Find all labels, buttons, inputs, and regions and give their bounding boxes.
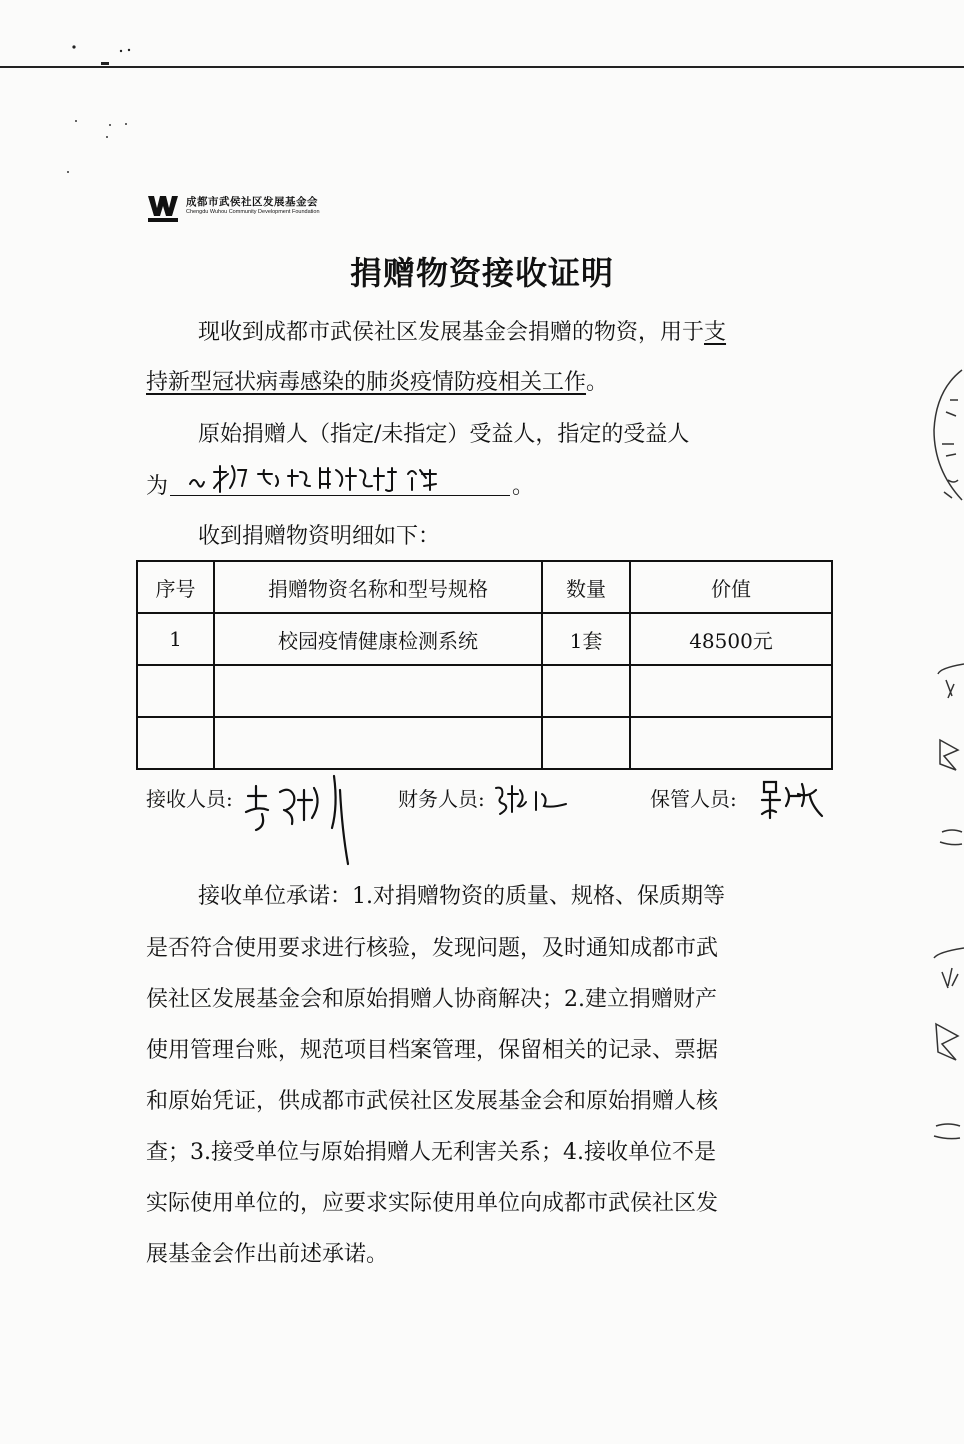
cell-index [137, 717, 214, 769]
header-quantity: 数量 [542, 561, 630, 613]
commitment-line-6: 查；3.接受单位与原始捐赠人无利害关系；4.接收单位不是 [146, 1140, 716, 1165]
table-header-row [137, 561, 832, 613]
cell-item-name: 校园疫情健康检测系统 [214, 613, 542, 665]
purpose-underlined: 持新型冠状病毒感染的肺炎疫情防疫相关工作 [146, 370, 587, 395]
table-row [137, 613, 832, 665]
org-name-cn: 成都市武侯社区发展基金会 [186, 196, 318, 208]
cell-item-name [214, 717, 542, 769]
seal-fragment-top [912, 360, 964, 530]
commitment-line-7: 实际使用单位的，应要求实际使用单位向成都市武侯社区发 [146, 1191, 719, 1216]
body-line-1 [198, 318, 726, 348]
purpose-underlined-start: 支 [704, 320, 727, 345]
cell-quantity: 1套 [542, 613, 630, 665]
seal-fragment-middle [912, 660, 964, 860]
cell-index [137, 665, 214, 717]
body-line-1-text: 现收到成都市武侯社区发展基金会捐赠的物资，用于 [198, 320, 705, 345]
header-item-name: 捐赠物资名称和型号规格 [214, 561, 542, 613]
cell-value [630, 665, 832, 717]
finance-signature [492, 780, 572, 820]
header-index: 序号 [137, 561, 214, 613]
body-line-4-prefix: 为 [146, 474, 169, 499]
cell-index: 1 [137, 613, 214, 665]
table-row [137, 665, 832, 717]
document-title: 捐赠物资接收证明 [349, 254, 614, 292]
donation-items-table [136, 560, 833, 770]
receiver-label: 接收人员: [146, 787, 233, 811]
body-line-4-end: 。 [512, 474, 535, 499]
body-line-5: 收到捐赠物资明细如下： [198, 524, 441, 549]
body-line-3: 原始捐赠人（指定/未指定）受益人，指定的受益人 [198, 422, 690, 447]
foundation-logo [146, 190, 376, 226]
foundation-logo-icon [146, 190, 180, 224]
beneficiary-handwriting [180, 458, 460, 498]
body-line-2-end: 。 [586, 370, 609, 395]
cell-quantity [542, 665, 630, 717]
commitment-line-1: 接收单位承诺：1.对捐赠物资的质量、规格、保质期等 [198, 884, 725, 909]
cell-value: 48500元 [630, 613, 832, 665]
custodian-label: 保管人员: [650, 787, 737, 811]
cell-quantity [542, 717, 630, 769]
commitment-line-4: 使用管理台账，规范项目档案管理，保留相关的记录、票据 [146, 1038, 719, 1063]
scan-specks [0, 0, 964, 200]
body-line-2 [146, 368, 608, 398]
table-row [137, 717, 832, 769]
receiver-signature [240, 770, 360, 870]
seal-fragment-bottom [912, 944, 964, 1144]
commitment-line-3: 侯社区发展基金会和原始捐赠人协商解决；2.建立捐赠财产 [146, 987, 717, 1012]
cell-item-name [214, 665, 542, 717]
custodian-signature [758, 774, 828, 824]
org-name-en: Chengdu Wuhou Community Development Foundation [186, 209, 320, 215]
cell-value [630, 717, 832, 769]
finance-label: 财务人员: [398, 787, 485, 811]
body-line-4 [146, 472, 168, 502]
commitment-line-2: 是否符合使用要求进行核验，发现问题，及时通知成都市武 [146, 936, 719, 961]
header-value: 价值 [630, 561, 832, 613]
commitment-line-5: 和原始凭证，供成都市武侯社区发展基金会和原始捐赠人核 [146, 1089, 719, 1114]
commitment-line-8: 展基金会作出前述承诺。 [146, 1242, 389, 1267]
